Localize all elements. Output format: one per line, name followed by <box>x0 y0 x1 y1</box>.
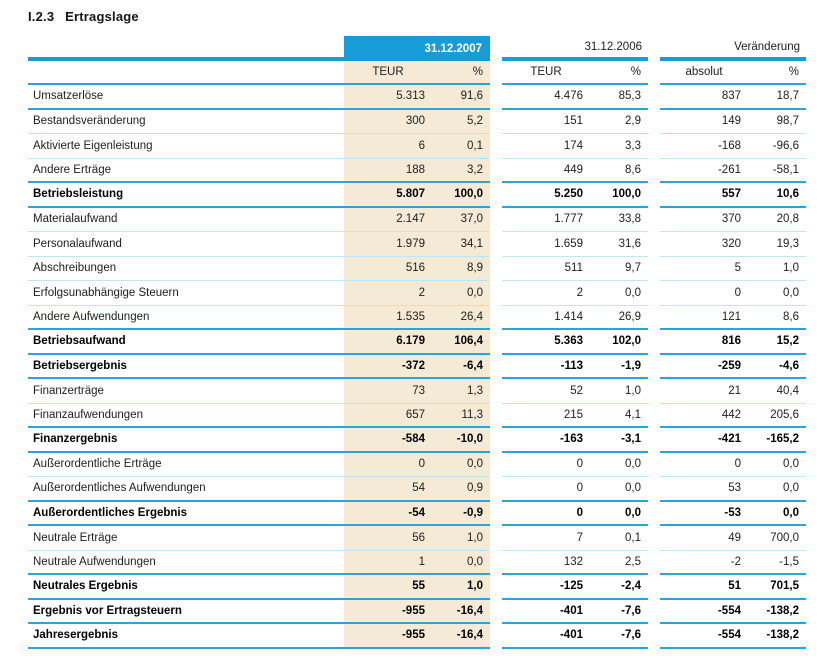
column-gap <box>490 600 502 625</box>
cell-2007-pct: 1,0 <box>432 526 490 551</box>
table-row <box>28 526 806 551</box>
cell-2007-teur: -584 <box>344 428 432 453</box>
subheader-change-pct: % <box>748 61 806 85</box>
row-label: Aktivierte Eigenleistung <box>28 134 344 159</box>
cell-change-pct: 19,3 <box>748 232 806 257</box>
cell-change-pct: -138,2 <box>748 600 806 625</box>
header-column-2007: 31.12.2007 <box>344 36 490 61</box>
cell-2007-pct: 106,4 <box>432 330 490 355</box>
column-gap <box>648 110 660 135</box>
table-header-row <box>28 36 806 61</box>
row-label: Neutrale Erträge <box>28 526 344 551</box>
cell-2007-teur: 2 <box>344 281 432 306</box>
cell-change-pct: -58,1 <box>748 159 806 184</box>
row-label: Finanzerträge <box>28 379 344 404</box>
cell-change-pct: 15,2 <box>748 330 806 355</box>
cell-change-pct: 98,7 <box>748 110 806 135</box>
cell-change-absolut: 121 <box>660 306 748 331</box>
cell-2006-teur: -401 <box>502 624 590 649</box>
column-gap <box>648 85 660 110</box>
cell-change-absolut: -168 <box>660 134 748 159</box>
cell-2007-pct: 5,2 <box>432 110 490 135</box>
cell-2007-pct: -6,4 <box>432 355 490 380</box>
cell-2006-teur: 449 <box>502 159 590 184</box>
column-gap <box>648 477 660 502</box>
cell-2006-teur: -401 <box>502 600 590 625</box>
cell-change-absolut: -261 <box>660 159 748 184</box>
cell-change-pct: -96,6 <box>748 134 806 159</box>
cell-2006-teur: 4.476 <box>502 85 590 110</box>
cell-2007-pct: 1,0 <box>432 575 490 600</box>
cell-2006-teur: -163 <box>502 428 590 453</box>
cell-2006-pct: 26,9 <box>590 306 648 331</box>
cell-2006-teur: 5.250 <box>502 183 590 208</box>
table-row <box>28 330 806 355</box>
header-label-spacer <box>28 36 344 61</box>
row-label: Bestandsveränderung <box>28 110 344 135</box>
cell-2007-pct: 100,0 <box>432 183 490 208</box>
cell-2007-pct: 3,2 <box>432 159 490 184</box>
cell-change-absolut: 816 <box>660 330 748 355</box>
column-gap <box>648 575 660 600</box>
cell-2007-pct: -0,9 <box>432 502 490 527</box>
column-gap <box>648 526 660 551</box>
table-subheader-row <box>28 61 806 85</box>
table-row <box>28 453 806 478</box>
cell-change-pct: 0,0 <box>748 477 806 502</box>
row-label: Betriebsleistung <box>28 183 344 208</box>
table-row <box>28 428 806 453</box>
row-label: Außerordentliche Erträge <box>28 453 344 478</box>
cell-2006-teur: -125 <box>502 575 590 600</box>
cell-2007-teur: 6 <box>344 134 432 159</box>
cell-change-absolut: 320 <box>660 232 748 257</box>
column-gap <box>648 551 660 576</box>
cell-change-pct: -138,2 <box>748 624 806 649</box>
table-row <box>28 257 806 282</box>
row-label: Neutrales Ergebnis <box>28 575 344 600</box>
subheader-2007-pct: % <box>432 61 490 85</box>
column-gap <box>648 281 660 306</box>
cell-2007-teur: 188 <box>344 159 432 184</box>
subheader-2006-teur: TEUR <box>502 61 590 85</box>
subheader-label-spacer <box>28 61 344 85</box>
row-label: Betriebsergebnis <box>28 355 344 380</box>
cell-2006-teur: 132 <box>502 551 590 576</box>
cell-2006-teur: 174 <box>502 134 590 159</box>
cell-2007-teur: -372 <box>344 355 432 380</box>
cell-change-pct: 700,0 <box>748 526 806 551</box>
cell-change-pct: -4,6 <box>748 355 806 380</box>
cell-2006-pct: 0,1 <box>590 526 648 551</box>
column-gap <box>490 110 502 135</box>
column-gap <box>648 208 660 233</box>
column-gap <box>648 379 660 404</box>
cell-change-absolut: 51 <box>660 575 748 600</box>
table-row <box>28 379 806 404</box>
cell-change-pct: 0,0 <box>748 502 806 527</box>
cell-change-pct: 0,0 <box>748 281 806 306</box>
table-row <box>28 281 806 306</box>
column-gap <box>648 355 660 380</box>
cell-2006-pct: 33,8 <box>590 208 648 233</box>
cell-2006-teur: 215 <box>502 404 590 429</box>
cell-change-absolut: 370 <box>660 208 748 233</box>
cell-2006-teur: 1.414 <box>502 306 590 331</box>
column-gap <box>490 85 502 110</box>
row-label: Betriebsaufwand <box>28 330 344 355</box>
cell-change-absolut: 5 <box>660 257 748 282</box>
cell-2007-teur: -955 <box>344 600 432 625</box>
table-row <box>28 159 806 184</box>
row-label: Umsatzerlöse <box>28 85 344 110</box>
cell-2007-teur: 55 <box>344 575 432 600</box>
row-label: Ergebnis vor Ertragsteuern <box>28 600 344 625</box>
column-gap <box>490 36 502 61</box>
row-label: Außerordentliches Ergebnis <box>28 502 344 527</box>
cell-2007-pct: 34,1 <box>432 232 490 257</box>
column-gap <box>648 428 660 453</box>
cell-2006-teur: 151 <box>502 110 590 135</box>
cell-2007-pct: -10,0 <box>432 428 490 453</box>
cell-change-pct: 701,5 <box>748 575 806 600</box>
cell-2007-teur: 5.807 <box>344 183 432 208</box>
column-gap <box>490 330 502 355</box>
cell-2006-pct: 0,0 <box>590 453 648 478</box>
cell-2006-pct: -2,4 <box>590 575 648 600</box>
cell-2007-teur: 516 <box>344 257 432 282</box>
cell-change-absolut: -2 <box>660 551 748 576</box>
column-gap <box>490 355 502 380</box>
ertragslage-table <box>28 36 806 649</box>
cell-2006-teur: 2 <box>502 281 590 306</box>
cell-change-pct: 0,0 <box>748 453 806 478</box>
cell-2006-pct: 0,0 <box>590 281 648 306</box>
column-gap <box>490 551 502 576</box>
cell-change-absolut: 557 <box>660 183 748 208</box>
cell-2006-teur: 0 <box>502 477 590 502</box>
column-gap <box>648 404 660 429</box>
column-gap <box>648 257 660 282</box>
column-gap <box>648 502 660 527</box>
column-gap <box>648 159 660 184</box>
cell-change-pct: 8,6 <box>748 306 806 331</box>
row-label: Personalaufwand <box>28 232 344 257</box>
table-row <box>28 355 806 380</box>
row-label: Abschreibungen <box>28 257 344 282</box>
column-gap <box>490 257 502 282</box>
cell-2006-teur: 5.363 <box>502 330 590 355</box>
cell-2006-pct: 0,0 <box>590 477 648 502</box>
cell-2007-pct: 0,0 <box>432 281 490 306</box>
row-label: Andere Erträge <box>28 159 344 184</box>
cell-change-pct: -165,2 <box>748 428 806 453</box>
cell-change-pct: 20,8 <box>748 208 806 233</box>
table-row <box>28 624 806 649</box>
table-body <box>28 85 806 649</box>
cell-2006-pct: 100,0 <box>590 183 648 208</box>
cell-2006-pct: 4,1 <box>590 404 648 429</box>
column-gap <box>648 306 660 331</box>
cell-2007-teur: 5.313 <box>344 85 432 110</box>
column-gap <box>648 330 660 355</box>
column-gap <box>490 404 502 429</box>
cell-2006-pct: 1,0 <box>590 379 648 404</box>
cell-2007-teur: 6.179 <box>344 330 432 355</box>
cell-2006-teur: 511 <box>502 257 590 282</box>
row-label: Materialaufwand <box>28 208 344 233</box>
column-gap <box>490 159 502 184</box>
cell-2007-teur: 300 <box>344 110 432 135</box>
table-row <box>28 85 806 110</box>
column-gap <box>490 379 502 404</box>
table-row <box>28 208 806 233</box>
cell-2006-pct: 31,6 <box>590 232 648 257</box>
row-label: Neutrale Aufwendungen <box>28 551 344 576</box>
column-gap <box>648 453 660 478</box>
cell-2007-pct: -16,4 <box>432 624 490 649</box>
cell-2007-pct: 37,0 <box>432 208 490 233</box>
cell-2006-pct: -1,9 <box>590 355 648 380</box>
cell-change-absolut: -554 <box>660 624 748 649</box>
column-gap <box>648 624 660 649</box>
table-row <box>28 306 806 331</box>
cell-2007-pct: 11,3 <box>432 404 490 429</box>
cell-change-absolut: 149 <box>660 110 748 135</box>
column-gap <box>490 477 502 502</box>
subheader-2006-pct: % <box>590 61 648 85</box>
column-gap <box>648 183 660 208</box>
cell-2006-teur: 0 <box>502 453 590 478</box>
cell-2007-pct: 8,9 <box>432 257 490 282</box>
column-gap <box>490 183 502 208</box>
column-gap <box>648 61 660 85</box>
cell-2007-teur: 2.147 <box>344 208 432 233</box>
table-row <box>28 183 806 208</box>
cell-change-pct: 10,6 <box>748 183 806 208</box>
cell-2007-teur: 657 <box>344 404 432 429</box>
cell-2007-pct: 0,0 <box>432 453 490 478</box>
cell-change-absolut: -259 <box>660 355 748 380</box>
cell-2007-pct: 91,6 <box>432 85 490 110</box>
table-row <box>28 232 806 257</box>
table-row <box>28 600 806 625</box>
column-gap <box>490 502 502 527</box>
row-label: Finanzergebnis <box>28 428 344 453</box>
cell-change-pct: 18,7 <box>748 85 806 110</box>
table-row <box>28 551 806 576</box>
table-row <box>28 134 806 159</box>
row-label: Jahresergebnis <box>28 624 344 649</box>
cell-change-pct: 40,4 <box>748 379 806 404</box>
table-row <box>28 110 806 135</box>
cell-2007-pct: 0,9 <box>432 477 490 502</box>
cell-2007-teur: -54 <box>344 502 432 527</box>
cell-2007-pct: 0,1 <box>432 134 490 159</box>
column-gap <box>490 281 502 306</box>
cell-2006-pct: -7,6 <box>590 600 648 625</box>
column-gap <box>648 134 660 159</box>
cell-2006-pct: 8,6 <box>590 159 648 184</box>
cell-change-absolut: 442 <box>660 404 748 429</box>
cell-change-pct: 1,0 <box>748 257 806 282</box>
cell-2007-teur: 54 <box>344 477 432 502</box>
cell-2007-teur: 56 <box>344 526 432 551</box>
cell-change-pct: -1,5 <box>748 551 806 576</box>
cell-2006-teur: 52 <box>502 379 590 404</box>
column-gap <box>490 624 502 649</box>
subheader-change-absolut: absolut <box>660 61 748 85</box>
column-gap <box>648 232 660 257</box>
column-gap <box>490 61 502 85</box>
row-label: Finanzaufwendungen <box>28 404 344 429</box>
cell-change-absolut: 0 <box>660 281 748 306</box>
cell-2006-teur: 1.659 <box>502 232 590 257</box>
column-gap <box>490 134 502 159</box>
cell-2007-pct: 26,4 <box>432 306 490 331</box>
cell-2006-pct: 85,3 <box>590 85 648 110</box>
cell-2007-teur: 0 <box>344 453 432 478</box>
row-label: Außerordentliches Aufwendungen <box>28 477 344 502</box>
cell-2006-teur: -113 <box>502 355 590 380</box>
cell-2006-teur: 7 <box>502 526 590 551</box>
column-gap <box>648 36 660 61</box>
table-row <box>28 502 806 527</box>
header-column-change: Veränderung <box>660 36 806 61</box>
cell-2007-teur: -955 <box>344 624 432 649</box>
cell-2006-pct: -3,1 <box>590 428 648 453</box>
cell-2006-pct: 0,0 <box>590 502 648 527</box>
column-gap <box>490 526 502 551</box>
row-label: Erfolgsunabhängige Steuern <box>28 281 344 306</box>
cell-change-absolut: 53 <box>660 477 748 502</box>
column-gap <box>490 208 502 233</box>
cell-change-absolut: 49 <box>660 526 748 551</box>
cell-change-absolut: -554 <box>660 600 748 625</box>
table-row <box>28 575 806 600</box>
cell-2007-pct: 1,3 <box>432 379 490 404</box>
table-row <box>28 477 806 502</box>
cell-2007-teur: 1 <box>344 551 432 576</box>
subheader-2007-teur: TEUR <box>344 61 432 85</box>
cell-2006-pct: -7,6 <box>590 624 648 649</box>
cell-2007-teur: 1.979 <box>344 232 432 257</box>
cell-2006-pct: 3,3 <box>590 134 648 159</box>
cell-2006-pct: 102,0 <box>590 330 648 355</box>
cell-2006-pct: 2,5 <box>590 551 648 576</box>
row-label: Andere Aufwendungen <box>28 306 344 331</box>
cell-2007-teur: 1.535 <box>344 306 432 331</box>
cell-change-absolut: -53 <box>660 502 748 527</box>
column-gap <box>490 306 502 331</box>
column-gap <box>490 453 502 478</box>
cell-2006-teur: 1.777 <box>502 208 590 233</box>
cell-2006-pct: 9,7 <box>590 257 648 282</box>
column-gap <box>490 428 502 453</box>
cell-change-absolut: 21 <box>660 379 748 404</box>
cell-change-absolut: -421 <box>660 428 748 453</box>
header-column-2006: 31.12.2006 <box>502 36 648 61</box>
column-gap <box>490 575 502 600</box>
cell-2006-pct: 2,9 <box>590 110 648 135</box>
cell-change-pct: 205,6 <box>748 404 806 429</box>
table-row <box>28 404 806 429</box>
cell-change-absolut: 837 <box>660 85 748 110</box>
cell-2007-teur: 73 <box>344 379 432 404</box>
cell-2007-pct: -16,4 <box>432 600 490 625</box>
column-gap <box>648 600 660 625</box>
cell-2007-pct: 0,0 <box>432 551 490 576</box>
cell-2006-teur: 0 <box>502 502 590 527</box>
column-gap <box>490 232 502 257</box>
cell-change-absolut: 0 <box>660 453 748 478</box>
section-title: I.2.3 Ertragslage <box>28 9 139 24</box>
